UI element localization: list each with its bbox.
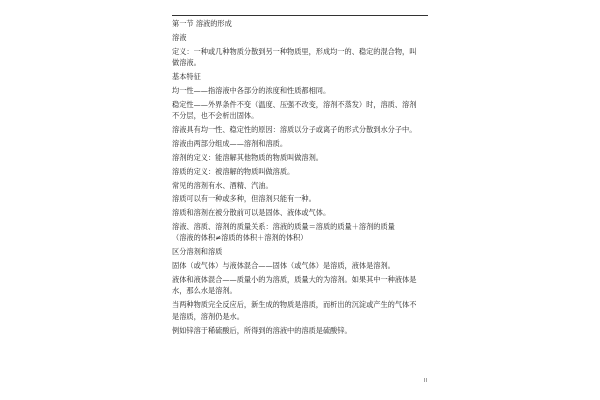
definition-line-cont: 做溶液。 (172, 58, 201, 68)
common-solvents-line: 常见的溶剂有水、酒精、汽油。 (172, 180, 273, 190)
subheading-basic-features: 基本特征 (172, 71, 201, 81)
solid-liquid-line: 固体（或气体）与液体混合——固体（或气体）是溶质，液体是溶剂。 (172, 261, 395, 271)
page-number: II (424, 378, 427, 384)
subheading-solution: 溶液 (172, 32, 187, 42)
section-title: 第一节 溶液的形成 (172, 19, 232, 28)
uniformity-line: 均一性——指溶液中各部分的浓度和性质都相同。 (172, 85, 331, 95)
header-rule (172, 15, 428, 16)
solute-definition-line: 溶质的定义：被溶解的物质叫做溶质。 (172, 166, 295, 176)
stability-line: 稳定性——外界条件不变（温度、压强不改变，溶剂不蒸发）时，溶质、溶剂 (172, 99, 417, 109)
reason-line: 溶液具有均一性、稳定性的原因：溶质以分子或离子的形式分散到水分子中。 (172, 124, 417, 134)
stability-line-cont: 不分层，也不会析出固体。 (172, 111, 259, 121)
document-page (172, 18, 440, 336)
liquid-liquid-line: 液体和液体混合——质量小的为溶质，质量大的为溶剂。如果其中一种液体是 (172, 275, 417, 285)
example-line: 例如锌溶于稀硫酸后，所得到的溶液中的溶质是硫酸锌。 (172, 325, 352, 335)
composition-line: 溶液由两部分组成——溶剂和溶质。 (172, 138, 288, 148)
mass-relation-line: 溶液、溶质、溶剂的质量关系：溶液的质量＝溶质的质量＋溶剂的质量 (172, 222, 395, 232)
reaction-line: 当两种物质完全反应后，新生成的物质是溶质，而析出的沉淀或产生的气体不 (172, 300, 417, 310)
state-line: 溶质和溶剂在被分散前可以是固体、液体或气体。 (172, 208, 331, 218)
liquid-liquid-line-cont: 水，那么水是溶剂。 (172, 286, 237, 296)
solute-count-line: 溶质可以有一种或多种，但溶剂只能有一种。 (172, 194, 316, 204)
definition-line: 定义：一种或几种物质分散到另一种物质里，形成均一的、稳定的混合物，叫 (172, 46, 417, 56)
solvent-definition-line: 溶剂的定义：能溶解其他物质的物质叫做溶剂。 (172, 152, 323, 162)
volume-relation-line: （溶液的体积≠溶质的体积＋溶剂的体积） (172, 233, 308, 243)
reaction-line-cont: 是溶质，溶剂仍是水。 (172, 311, 244, 321)
subheading-distinguish: 区分溶剂和溶质 (172, 247, 223, 257)
